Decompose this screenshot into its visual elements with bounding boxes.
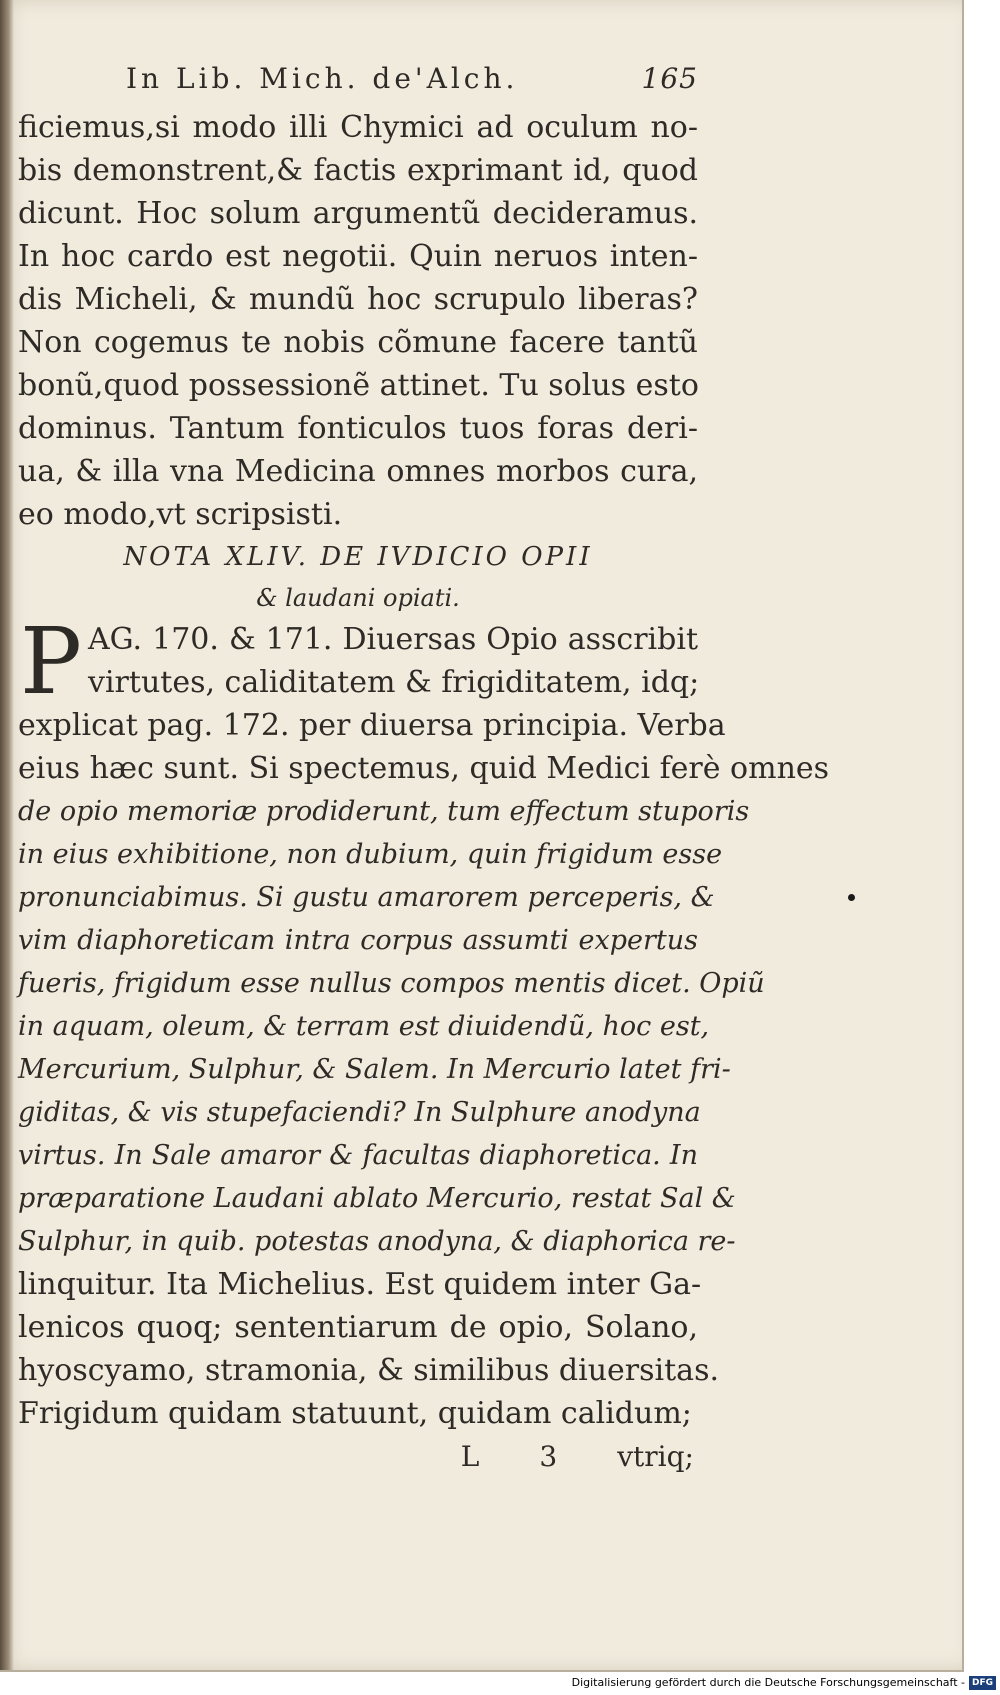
text-line: in eius exhibitione, non dubium, quin frigidum esse (18, 839, 723, 870)
text-line: fueris, frigidum esse nullus compos mentis dicet. Opiũ (18, 968, 765, 999)
funding-credit: Digitalisierung gefördert durch die Deutsche Forschungsgemeinschaft - (571, 1676, 965, 1689)
page-text-block (18, 62, 830, 1478)
text-line: Sulphur, in quib. potestas anodyna, & diaphorica re- (18, 1226, 736, 1257)
text-line: virtutes, caliditatem & frigiditatem, idq; (88, 665, 700, 700)
section-subheading: & laudani opiati. (256, 584, 460, 612)
text-line: virtus. In Sale amaror & facultas diaphoretica. In (18, 1140, 698, 1171)
section-heading: NOTA XLIV. DE IVDICIO OPII (123, 542, 593, 572)
text-line: ficiemus,si modo illi Chymici ad oculum no- (18, 110, 698, 145)
drop-capital: P (20, 608, 82, 715)
text-line: eo modo,vt scripsisti. (18, 497, 343, 532)
text-line: dominus. Tantum fonticulos tuos foras deri- (18, 411, 698, 446)
text-line: giditas, & vis stupefaciendi? In Sulphure anodyna (18, 1097, 701, 1128)
text-line: linquitur. Ita Michelius. Est quidem inter Ga- (18, 1267, 702, 1302)
text-line: dicunt. Hoc solum argumentũ decideramus. (18, 196, 698, 231)
running-title: In Lib. Mich. de'Alch. (126, 62, 519, 95)
text-line: Frigidum quidam statuunt, quidam calidum; (18, 1396, 692, 1431)
paragraph-body (18, 704, 830, 1435)
text-line: Mercurium, Sulphur, & Salem. In Mercurio latet fri- (18, 1054, 731, 1085)
catchline (18, 1435, 698, 1478)
text-line: de opio memoriæ prodiderunt, tum effectum stuporis (18, 796, 750, 827)
digitization-footer (572, 1670, 1000, 1695)
text-line: bonũ,quod possessionẽ attinet. Tu solus esto (18, 368, 699, 403)
dfg-logo: DFG (969, 1676, 996, 1690)
text-line: explicat pag. 172. per diuersa principia. Verba (18, 708, 726, 743)
text-line: vim diaphoreticam intra corpus assumti expertus (18, 925, 698, 956)
running-header (18, 62, 698, 106)
text-line: præparatione Laudani ablato Mercurio, restat Sal & (18, 1183, 736, 1214)
opening-paragraph (18, 106, 698, 536)
text-line: ua, & illa vna Medicina omnes morbos cura, (18, 454, 698, 489)
page-number: 165 (641, 62, 698, 95)
signature-number: 3 (539, 1440, 558, 1473)
text-line: lenicos quoq; sententiarum de opio, Solano, (18, 1310, 698, 1345)
paragraph-opening (18, 608, 700, 715)
text-line: hyoscyamo, stramonia, & similibus diuersitas. (18, 1353, 720, 1388)
text-line: AG. 170. & 171. Diuersas Opio asscribit (88, 622, 698, 657)
text-line: pronunciabimus. Si gustu amarorem perceperis, & (18, 882, 715, 913)
text-line: In hoc cardo est negotii. Quin neruos inten- (18, 239, 698, 274)
text-line: bis demonstrent,& factis exprimant id, quod (18, 153, 698, 188)
signature-mark: L (460, 1440, 480, 1473)
ink-speck (848, 894, 855, 901)
text-line: eius hæc sunt. Si spectemus, quid Medici ferè omnes (18, 751, 830, 786)
text-line: in aquam, oleum, & terram est diuidendũ, hoc est, (18, 1011, 710, 1042)
catchword: vtriq; (617, 1440, 694, 1473)
text-line: dis Micheli, & mundũ hoc scrupulo liberas? (18, 282, 698, 317)
text-line: Non cogemus te nobis cõmune facere tantũ (18, 325, 698, 360)
